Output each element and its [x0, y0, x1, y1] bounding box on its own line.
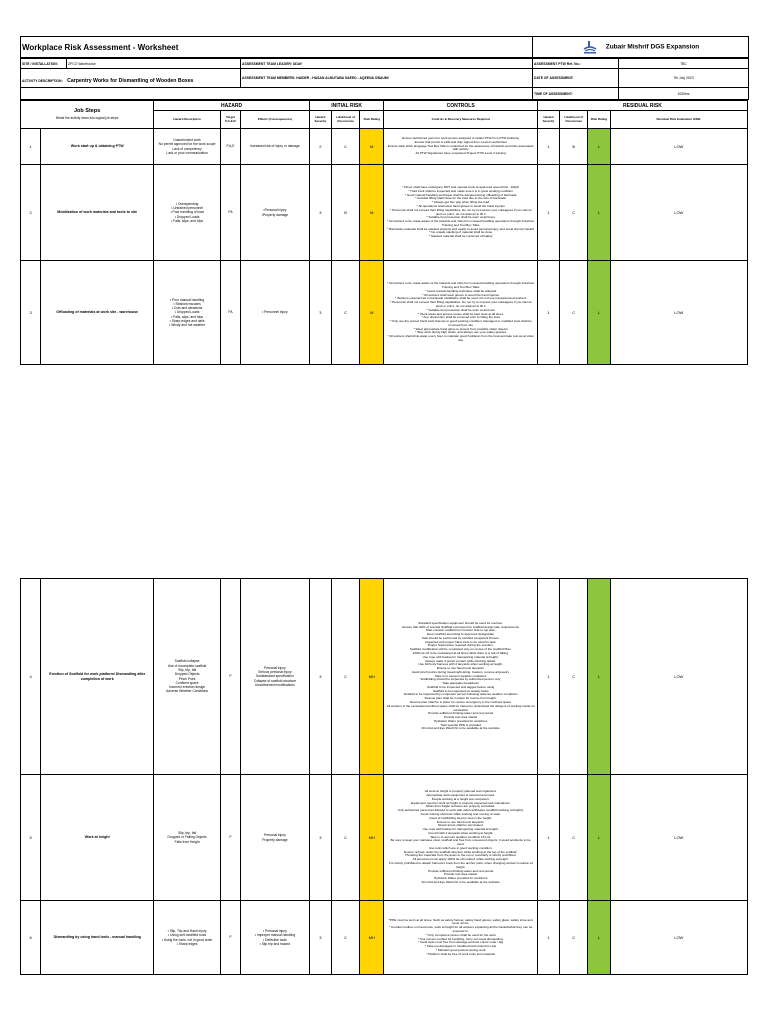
site-label: SITE / INSTALLATION: [21, 59, 67, 69]
ptw-value: TBC [619, 59, 749, 69]
residual-severity: 1 [537, 129, 559, 165]
severity: 2 [309, 129, 331, 165]
target: P [220, 775, 240, 901]
job-steps-title: Job Steps [73, 107, 101, 114]
table-row [21, 579, 748, 775]
company-cell [533, 37, 749, 58]
row-number: 6 [21, 901, 41, 975]
effects: Personal injury Serious personal injury Substandard specification Collapse of scaffold structure Unauthorized modifications [241, 579, 310, 775]
target: P [220, 901, 240, 975]
residual-rating-badge: L [588, 579, 610, 775]
hazard-description: Scaffold collapse Use of incomplete scaffold Slip, trip, fall Dropped Objects Pinch Point Confined space Incorrect erection design Adverse Weather Conditions [154, 579, 221, 775]
residual-severity: 1 [537, 165, 559, 261]
job-steps-subtitle: Break the activity down into logical job steps [55, 115, 119, 120]
effects: • Personal injury • Improper manual handling • Defective tools • Slip trip and hazard [241, 901, 310, 975]
job-steps-header [21, 101, 154, 129]
job-step: Erection of Scaffold for work platform/ Dismantling after completion of work [41, 579, 154, 775]
target: PA [220, 165, 240, 261]
risk-worksheet-page-2 [20, 578, 748, 975]
company-logo-icon [582, 40, 598, 54]
job-step: Offloading of materials at work site - warehouse [41, 261, 154, 365]
hazard-description: • Overspending • Untrained personnel • Poor handling of load • Dropped Loads • Falls, slips, and trips [154, 165, 221, 261]
hazard-description: Unauthorized work No permit approved for the work scope Lack of competency Lack or poor communication [154, 129, 221, 165]
ptw-label: ASSESSMENT PTW Ref. No.: [533, 59, 619, 69]
residual-likelihood: B [560, 129, 588, 165]
job-step: Work start up & obtaining PTW [41, 129, 154, 165]
table-row [21, 165, 748, 261]
table-row [21, 901, 748, 975]
residual-evaluation-header: Residual Risk Evaluation H/M/L [610, 111, 747, 129]
activity-cell [21, 69, 241, 88]
hazard-description: • Poor manual handling • Strained muscles • Cuts and abrasions • Dropped Loads • Falls, slips, and trips • Sharp edges and nails • Windy and hot weather [154, 261, 221, 365]
controls-text: Standard specification equipment should be used for erection. Ensure that SWL of erected Scaffold correspond to scaffold design plan requirements Start erection scaffold from bottom side to top side. Erect scaffold according to approved design/plan Task should be performed by certified competent Person. Inspected and proper hand tools to be used for task. Proper Supervision required during the erection. Scaffold modification will be completed only on review of the scaffold Plan. 100% tie-off to be maintained at all times while there is a risk of falling. Use rope with basket for transporting material at height. Always make 3 points contact while climbing ladder. Use full body harness with 2 lanyards when working at height. Ensure to use hand tools lanyards. Avoid pinch points during lowering/hoisting. Caution, remove all jewelry. Take in to account weather conditions Scaffolding should be inspected by authorized person only. Take adequate breakdown Scaffold to be inspected and tagged before using Scaffold to be inspected on weekly basis Scaffold to be inspected by competent person following adverse weather conditions Rescue plan shall be in place for rescue from height. Rescue plan shall be in place for rescue emergency in the confined space All workers in the excavation/confined space shall be trained to understand the dangers of working inside an excavation Provide sufficient drinking water and rest period Provide rest area shelter Hydration Water provided for workforce Task specific PPE is provided First Aid and Eye Wash Kit to be available at the worksite [384, 579, 537, 775]
controls-text: *PPE must be worn at all times. Such as safety helmet, safety hand gloves, safety glass, safety shoe and cover all etc. * Conduct toolbox on hand tools, work at height for all workers explaining all the hazard/what they can be exposed to. * Only competent person shall be used for the work * Use correct method for handling, carry out wood dismantling. * hand tools must free from damage and has colour code / tag * Take out damaged or modified hand tools from site * Maintain good posture during work * Platform shall be free of work tools and materials [384, 901, 537, 975]
controls-measures-header: Controls & Recovery Measures Required [384, 111, 537, 129]
risk-table-page-2 [20, 578, 748, 975]
likelihood: C [331, 261, 359, 365]
severity: 3 [309, 165, 331, 261]
residual-severity: 1 [537, 579, 559, 775]
residual-rating-badge: L [588, 165, 610, 261]
job-step: Dismantling by using hand tools - manual handling [41, 901, 154, 975]
residual-rating-badge: L [588, 775, 610, 901]
row-number: 3 [21, 261, 41, 365]
residual-severity-header: Hazard Severity [537, 111, 559, 129]
risk-rating-badge: M [360, 129, 384, 165]
residual-likelihood: C [560, 261, 588, 365]
controls-text: All work at height is properly planned and organized. Appropriate work equipment is selected and used. People working at a height are competent. Equipment used for work at height is properly inspected and maintained. Risks from fragile surfaces are properly controlled. Only authorized personnel allowed to work with valid certificates (scaffold working at height). Avoid rushing shortcuts while working and moving on task. Good of scaffolding step by step in the height. Ensure to use hand tools lanyards. Shock arrest shall be terminated. Use rope with basket for transporting material at height. Use full with 2 lanyards when working at height. Take in to account weather condition 15 m/s. Be sure to keep your staircase clear, scaffold and free from unsecured objects. It avoid accidents to be used. Use tools which are in good working condition. Ensure nobody under the scaffold structure while working at the top of the scaffold. Throwing the materials from the down to the top or reversibly is strictly prohibited. All personnel must apply 100% tie-off method, while working at height. It is strictly prohibited to detach harness's hook from the anchor point, when changing worker's location at height. Provide sufficient drinking water and rest period Provide rest area shelter Hydration Water provided for workforce First Aid and Eye Wash Kit to be available at the worksite [384, 775, 537, 901]
site-value: ZPCO Warehouse [67, 59, 241, 69]
severity: 3 [309, 901, 331, 975]
table-row [21, 261, 748, 365]
risk-worksheet-page-1 [20, 36, 748, 365]
team-members: ASSESSMENT TEAM MEMBERS: HAIDER - HASAN ALMUTABA SAEED - AQEENA OBAUMI [241, 69, 533, 88]
target: P [220, 579, 240, 775]
risk-table-page-1 [20, 100, 748, 365]
effects: • Personnel injury [241, 261, 310, 365]
residual-rating-badge: L [588, 261, 610, 365]
row-number: 2 [21, 165, 41, 261]
hazard-description-header: Hazard Description [154, 111, 221, 129]
residual-severity: 1 [537, 901, 559, 975]
likelihood: C [331, 775, 359, 901]
row-number: 1 [21, 129, 41, 165]
blank-cell [21, 88, 533, 100]
residual-severity: 1 [537, 775, 559, 901]
worksheet-header-table [20, 36, 749, 58]
row-number: 5 [21, 775, 41, 901]
date-value: 7th July 2023 [619, 69, 749, 88]
risk-rating-badge: MH [360, 579, 384, 775]
likelihood: C [331, 901, 359, 975]
residual-likelihood: C [560, 165, 588, 261]
severity: 3 [309, 775, 331, 901]
activity-label: ACTIVITY DESCRIPTION: [22, 79, 63, 83]
residual-likelihood: C [560, 579, 588, 775]
risk-rating-badge: MH [360, 901, 384, 975]
residual-likelihood-header: Likelihood of Occurrence [560, 111, 588, 129]
controls-text: * All workers to be made aware of the hazards and risks from manual handling operations through Induction Training and Tool Box Talks * Good manual handling technique shall be adopted * All workers shall wear gloves to avoid the hand injuries * Workers experienced in barricade installation shall be used. Do not use inexperienced workers * Personnel shall not exceed their lifting capabilities. Do not try to impress your colleagues if you cannot push or pull it, do not attempt to lift it * Suitable foot protection shall be worn at all times * Work areas and access routes shall be kept clear at all times * Any obstruction shall be removed prior to lifting the load * Only use the correct hand tools that are in good working condition. Damaged or modified tools shall be removed from site * Wear appropriate hand glove to protect from possible sharp objects * Stay work during high winds, and always use your safety glasses * All workers shall drink water every hour to maintain good hydration from the heat and take rest as at when due [384, 261, 537, 365]
likelihood: B [331, 165, 359, 261]
residual-rating-badge: L [588, 901, 610, 975]
residual-evaluation: LOW [610, 129, 747, 165]
activity-value: Carpentry Works for Dismantling of Wooden Boxes [67, 78, 194, 84]
residual-severity: 1 [537, 261, 559, 365]
likelihood-header: Likelihood of Occurrence [331, 111, 359, 129]
effects-header: Effects (Consequences) [241, 111, 310, 129]
target: P,A,E [220, 129, 240, 165]
residual-evaluation: LOW [610, 901, 747, 975]
likelihood: C [331, 579, 359, 775]
time-label: TIME OF ASSESSMENT: [533, 88, 619, 100]
team-leader: ASSESSMENT TEAM LEADER: UDAY [241, 59, 533, 69]
initial-risk-header: INITIAL RISK [309, 101, 384, 111]
residual-rating-badge: L [588, 129, 610, 165]
company-name: Zubair Mishrif DGS Expansion [605, 43, 700, 51]
worksheet-info-table [20, 58, 749, 100]
effects: •Personal injury •Property damage [241, 165, 310, 261]
residual-likelihood: C [560, 901, 588, 975]
controls-text: Ensure authorized permit to work person assigned to obtain PTW from PTW Authority Ensure that permit is valid and duly signed from concern authorities Ensure daily Work language Tool Box Talk is conducted for the awareness of hazards and risks associated with activity All PTW Signatories have completed Project PTW Level 2 training [384, 129, 537, 165]
effects: Personal injury Property damage [241, 775, 310, 901]
target-header: Target P,A,E,R [220, 111, 240, 129]
residual-evaluation: LOW [610, 165, 747, 261]
residual-evaluation: LOW [610, 261, 747, 365]
residual-evaluation: LOW [610, 775, 747, 901]
risk-rating-badge: MH [360, 775, 384, 901]
date-label: DATE OF ASSESSMENT: [533, 69, 619, 88]
severity-header: Hazard Severity [309, 111, 331, 129]
worksheet-title: Workplace Risk Assessment - Worksheet [21, 37, 533, 58]
row-number: 4 [21, 579, 41, 775]
severity: 3 [309, 579, 331, 775]
residual-risk-header: RESIDUAL RISK [537, 101, 747, 111]
table-row [21, 775, 748, 901]
severity: 3 [309, 261, 331, 365]
residual-likelihood: C [560, 775, 588, 901]
time-value: 1030hrs [619, 88, 749, 100]
residual-rating-header: Risk Rating [588, 111, 610, 129]
hazard-header: HAZARD [154, 101, 309, 111]
controls-header: CONTROLS [384, 101, 537, 111]
risk-rating-badge: M [360, 261, 384, 365]
hazard-description: Slip, trip, fall Dropped or Falling Objects Falls from Height [154, 775, 221, 901]
hazard-description: • Slip, Trip and Hand injury • Using self-modified tools • Using the tools, not in good order • Sharp edges [154, 901, 221, 975]
table-row [21, 129, 748, 165]
effects: Increased risk of injury or damage [241, 129, 310, 165]
controls-text: * Driver shall have undergone DDT and operate truck at approved speed limit - 10kph * Hold truck shall be inspected and made sure it is in good working condition * Good manual handling technique shall be adopted during offloading of barricade * Avoided lifting shall close for the load due to the size of barricade * Always get firm grip when lifting the load * All operations shall wear hand gloves to avoid the hand injuries * Personnel shall not exceed their lifting capabilities. Do not try to impress your colleagues if you cannot push or pull it, do not attempt to lift it * Suitable foot protection shall be worn at all times * All workers to be made aware of the hazards and risks from manual handling operations through Induction Training and Tool Box Talks * Barricade materials shall be stacked properly and neatly to avoid personal injury and avoid slip trip hazard * No unsafe stacking of material shall be done * Stacked material shall be cordoned off safety [384, 165, 537, 261]
residual-evaluation: LOW [610, 579, 747, 775]
job-step: Work at height [41, 775, 154, 901]
risk-rating-header: Risk Rating [360, 111, 384, 129]
risk-rating-badge: M [360, 165, 384, 261]
likelihood: C [331, 129, 359, 165]
job-step: Mobilization of work materials and tools to site [41, 165, 154, 261]
target: PA [220, 261, 240, 365]
